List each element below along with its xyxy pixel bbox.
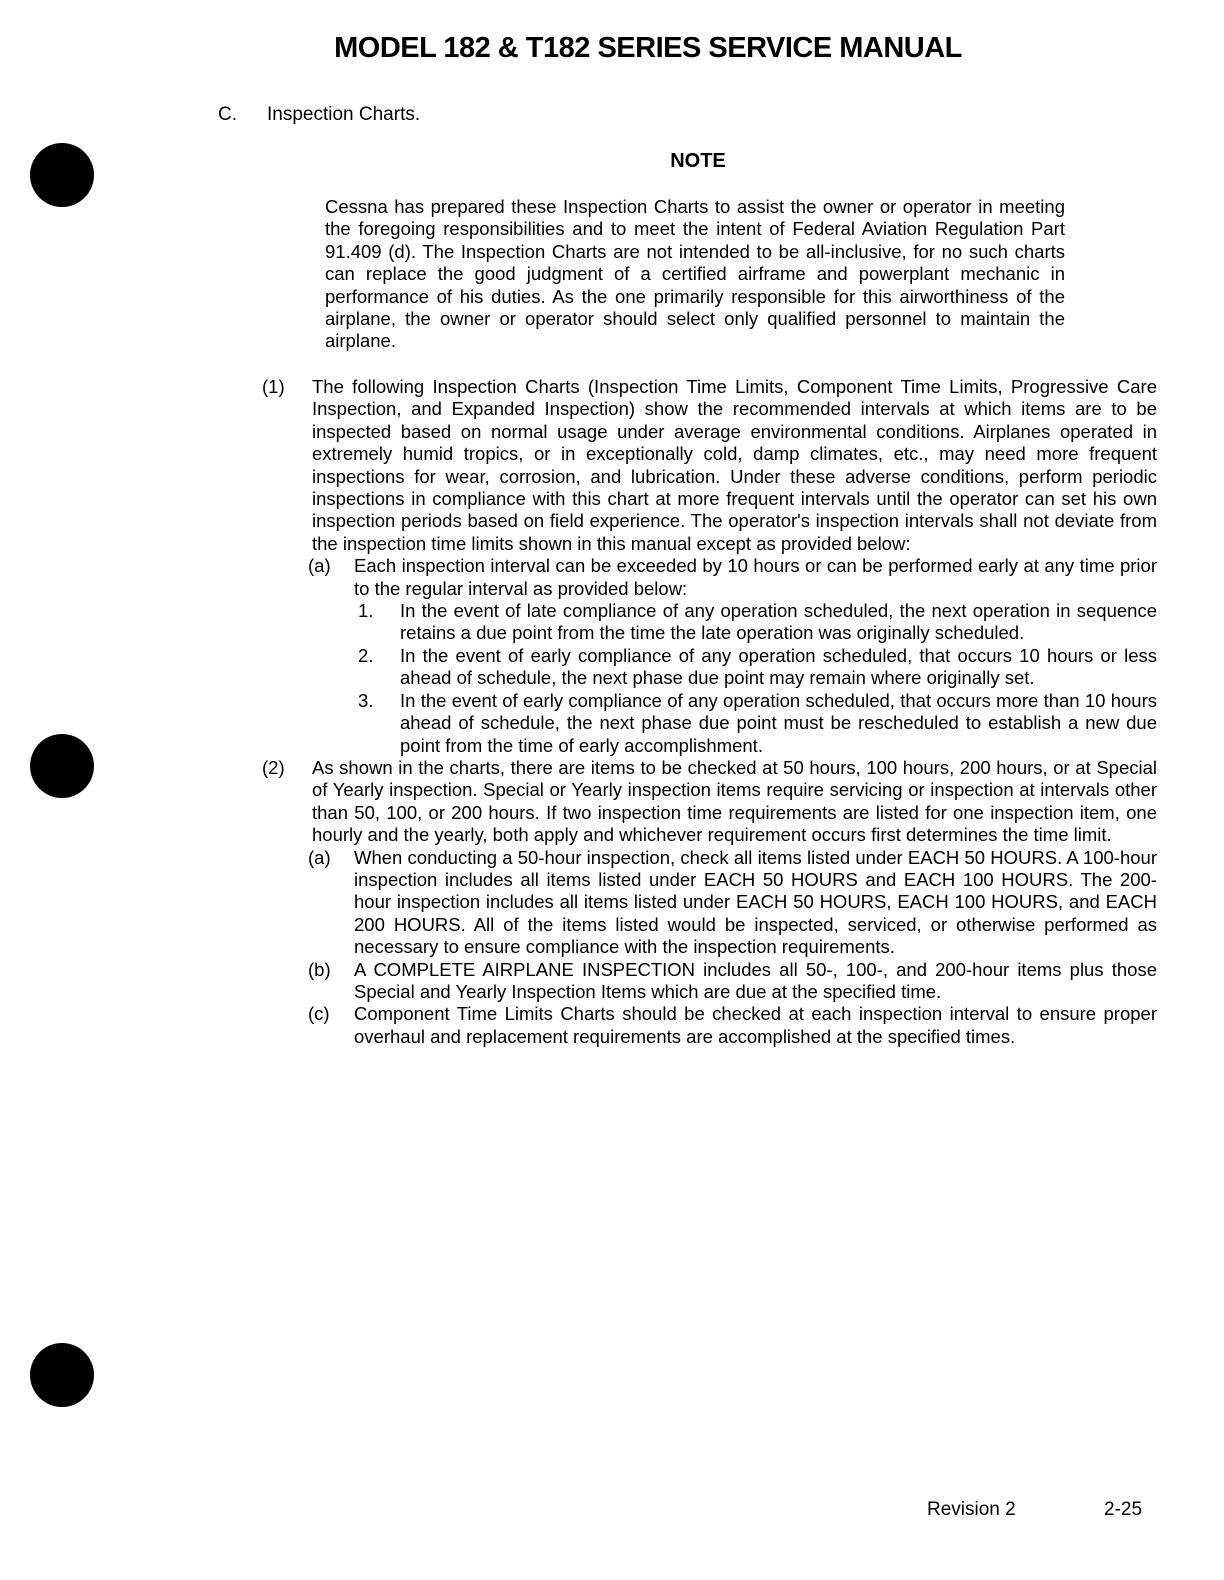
binder-hole-top bbox=[30, 143, 94, 207]
point-label: 3. bbox=[358, 689, 374, 711]
item-2-subitem-a bbox=[262, 847, 1157, 959]
item-label: (2) bbox=[262, 756, 285, 778]
item-1-point-1 bbox=[262, 600, 1157, 645]
subitem-label: (c) bbox=[308, 1003, 330, 1025]
subitem-text: When conducting a 50-hour inspection, check all items listed under EACH 50 HOURS. A 100-hour inspection includes all items listed under EACH 50 HOURS and EACH 100 HOURS. The 200-hour inspection includes all items listed under EACH 50 HOURS, EACH 100 HOURS, and EACH 200 HOURS. All of the items listed would be inspected, serviced, or otherwise performed as necessary to ensure compliance with the inspection requirements. bbox=[354, 846, 1157, 958]
point-label: 2. bbox=[358, 644, 374, 666]
revision-label: Revision 2 bbox=[927, 1499, 1016, 1520]
section-letter: C. bbox=[218, 104, 237, 125]
subitem-text: Each inspection interval can be exceeded by 10 hours or can be performed early at any time prior to the regular interval as provided below: bbox=[354, 555, 1157, 599]
page-title: MODEL 182 & T182 SERIES SERVICE MANUAL bbox=[334, 32, 962, 64]
item-2 bbox=[262, 757, 1157, 847]
page-number: 2-25 bbox=[1104, 1499, 1143, 1520]
subitem-label: (a) bbox=[308, 555, 331, 577]
item-2-subitem-c bbox=[262, 1003, 1157, 1048]
subitem-label: (b) bbox=[308, 958, 331, 980]
subitem-label: (a) bbox=[308, 846, 331, 868]
section-heading bbox=[218, 104, 420, 126]
subitem-text: Component Time Limits Charts should be checked at each inspection interval to ensure proper overhaul and replacement requirements are accomplished at the specified times. bbox=[354, 1003, 1157, 1047]
inspection-content bbox=[262, 376, 1157, 1048]
subitem-text: A COMPLETE AIRPLANE INSPECTION includes all 50-, 100-, and 200-hour items plus those Special and Yearly Inspection Items which are due at the specified time. bbox=[354, 958, 1157, 1002]
point-text: In the event of early compliance of any operation scheduled, that occurs 10 hours or less ahead of schedule, the next phase due point may remain where originally set. bbox=[400, 644, 1157, 689]
item-label: (1) bbox=[262, 376, 285, 397]
item-2-subitem-b bbox=[262, 959, 1157, 1004]
item-1 bbox=[262, 376, 1157, 555]
note-body: Cessna has prepared these Inspection Charts to assist the owner or operator in meeting the foregoing responsibilities and to meet the intent of Federal Aviation Regulation Part 91.409 (d). The Inspection Charts are not intended to be all-inclusive, for no such charts can replace the good judgment of a certified airframe and powerplant mechanic in performance of his duties. As the one primarily responsible for this airworthiness of the airplane, the owner or operator should select only qualified personnel to maintain the airplane. bbox=[325, 196, 1065, 352]
binder-hole-middle bbox=[30, 734, 94, 798]
point-text: In the event of early compliance of any operation scheduled, that occurs more than 10 hours ahead of schedule, the next phase due point must be rescheduled to establish a new due point from the time of early accomplishment. bbox=[400, 689, 1157, 756]
item-text: The following Inspection Charts (Inspection Time Limits, Component Time Limits, Progressive Care Inspection, and Expanded Inspection) show the recommended intervals at which items are to be inspected based on normal usage under average environmental conditions. Airplanes operated in extremely humid tropics, or in exceptionally cold, damp climates, etc., may need more frequent inspections for wear, corrosion, and lubrication. Under these adverse conditions, perform periodic inspections in compliance with this chart at more frequent intervals until the operator can set his own inspection periods based on field experience. The operator's inspection intervals shall not deviate from the inspection time limits shown in this manual except as provided below: bbox=[312, 376, 1157, 554]
point-label: 1. bbox=[358, 600, 374, 622]
binder-hole-bottom bbox=[30, 1343, 94, 1407]
note-heading: NOTE bbox=[670, 150, 726, 172]
item-1-subitem-a bbox=[262, 555, 1157, 600]
item-1-point-2 bbox=[262, 645, 1157, 690]
item-1-point-3 bbox=[262, 690, 1157, 757]
section-title: Inspection Charts. bbox=[267, 104, 421, 125]
point-text: In the event of late compliance of any operation scheduled, the next operation in sequence retains a due point from the time the late operation was originally scheduled. bbox=[400, 600, 1157, 644]
item-text: As shown in the charts, there are items to be checked at 50 hours, 100 hours, 200 hours, or at Special of Yearly inspection. Special or Yearly inspection items require servicing or inspection at intervals other than 50, 100, or 200 hours. If two inspection time requirements are listed for one inspection item, one hourly and the yearly, both apply and whichever requirement occurs first determines the time limit. bbox=[312, 756, 1157, 846]
